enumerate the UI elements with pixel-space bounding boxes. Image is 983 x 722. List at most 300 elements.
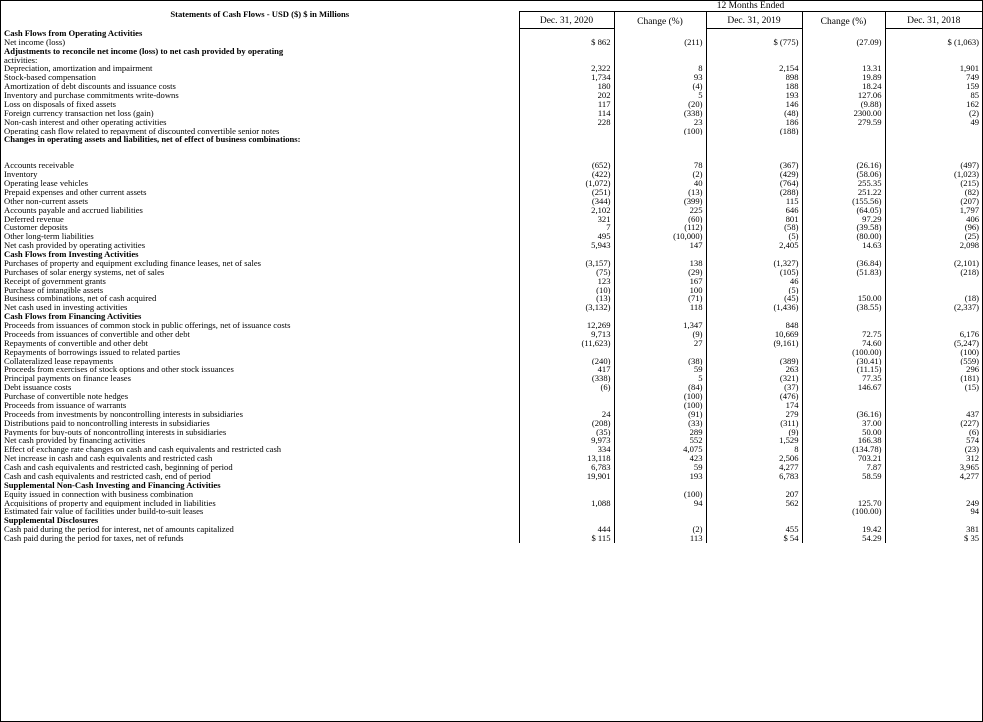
cell-change-2019: (27.09) xyxy=(802,38,885,47)
cell-dec-2018 xyxy=(885,29,982,38)
cell-change-2020: 100 xyxy=(614,286,706,295)
cell-dec-2019: 801 xyxy=(706,215,802,224)
cell-change-2019: 58.59 xyxy=(802,472,885,481)
cell-dec-2020 xyxy=(519,392,614,401)
cell-change-2020 xyxy=(614,135,706,144)
cell-change-2020: (338) xyxy=(614,109,706,118)
row-label: Cash paid during the period for interest, net of amounts capitalized xyxy=(4,525,234,535)
cell-change-2019: 150.00 xyxy=(802,294,885,303)
cell-dec-2019: (37) xyxy=(706,383,802,392)
cell-change-2019 xyxy=(802,401,885,410)
cell-dec-2020: 5,943 xyxy=(519,241,614,250)
column-header-change-2019: Change (%) xyxy=(802,12,885,29)
cell-change-2020: 118 xyxy=(614,303,706,312)
table-row xyxy=(1,383,982,392)
cell-dec-2018: 1,901 xyxy=(885,64,982,73)
cell-dec-2020: 123 xyxy=(519,277,614,286)
cell-dec-2018: (6) xyxy=(885,428,982,437)
row-label: Proceeds from issuances of common stock in public offerings, net of issuance costs xyxy=(4,321,291,330)
cell-dec-2020 xyxy=(519,127,614,136)
cell-dec-2018 xyxy=(885,321,982,330)
cell-dec-2019: (5) xyxy=(706,232,802,241)
cell-dec-2019: (5) xyxy=(706,286,802,295)
cell-change-2019: 18.24 xyxy=(802,82,885,91)
cell-change-2020: 59 xyxy=(614,365,706,374)
cell-dec-2018: (15) xyxy=(885,383,982,392)
cell-dec-2019 xyxy=(706,47,802,56)
cell-change-2020: 552 xyxy=(614,436,706,445)
table-row xyxy=(1,206,982,215)
cell-dec-2018: 381 xyxy=(885,525,982,534)
cell-change-2019: 37.00 xyxy=(802,419,885,428)
cell-dec-2018: 85 xyxy=(885,91,982,100)
cell-dec-2020: 13,118 xyxy=(519,454,614,463)
cell-dec-2018: 249 xyxy=(885,499,982,508)
cell-dec-2018: (1,023) xyxy=(885,170,982,179)
cell-dec-2019: 898 xyxy=(706,73,802,82)
cell-dec-2019: 46 xyxy=(706,277,802,286)
table-row xyxy=(1,64,982,73)
cell-dec-2019: (9,161) xyxy=(706,339,802,348)
cell-dec-2019: 2,154 xyxy=(706,64,802,73)
column-header-dec-2018: Dec. 31, 2018 xyxy=(885,12,982,29)
table-row xyxy=(1,436,982,445)
cell-change-2020 xyxy=(614,481,706,490)
table-row xyxy=(1,161,982,170)
cell-dec-2019: 207 xyxy=(706,490,802,499)
cell-change-2020: 1,347 xyxy=(614,321,706,330)
cell-change-2020: (71) xyxy=(614,294,706,303)
cell-dec-2019: 2,405 xyxy=(706,241,802,250)
cell-change-2019: 72.75 xyxy=(802,330,885,339)
cell-dec-2019: 10,669 xyxy=(706,330,802,339)
row-label: Inventory xyxy=(4,170,38,180)
cell-change-2019: 146.67 xyxy=(802,383,885,392)
cell-change-2020 xyxy=(614,47,706,56)
table-body xyxy=(1,29,982,543)
row-label: Estimated fair value of facilities under build-to-suit leases xyxy=(4,507,204,517)
table-row xyxy=(1,232,982,241)
table-row xyxy=(1,428,982,437)
row-label: Proceeds from investments by noncontrolling interests in subsidiaries xyxy=(4,409,243,419)
cell-change-2020: 8 xyxy=(614,64,706,73)
table-row xyxy=(1,259,982,268)
cell-change-2019: 19.89 xyxy=(802,73,885,82)
cell-dec-2018: (18) xyxy=(885,294,982,303)
cell-dec-2020: $ 862 xyxy=(519,38,614,47)
row-label: Business combinations, net of cash acquired xyxy=(4,294,157,304)
row-label: Equity issued in connection with business combination xyxy=(4,489,194,499)
cell-change-2020: 289 xyxy=(614,428,706,437)
cell-change-2020: 423 xyxy=(614,454,706,463)
cell-change-2020: (2) xyxy=(614,525,706,534)
cell-dec-2018: (23) xyxy=(885,445,982,454)
cell-dec-2020: (10) xyxy=(519,286,614,295)
row-label: Proceeds from issuance of warrants xyxy=(4,400,127,410)
table-row xyxy=(1,47,982,56)
cell-dec-2019: (188) xyxy=(706,127,802,136)
cell-change-2019: 19.42 xyxy=(802,525,885,534)
cell-dec-2020: 12,269 xyxy=(519,321,614,330)
row-label: Principal payments on finance leases xyxy=(4,374,131,384)
section-heading: Adjustments to reconcile net income (loss) to net cash provided by operating xyxy=(4,46,284,56)
table-row xyxy=(1,294,982,303)
row-label: Cash and cash equivalents and restricted cash, end of period xyxy=(4,471,211,481)
row-label: Operating lease vehicles xyxy=(4,179,88,188)
cell-dec-2020: 6,783 xyxy=(519,463,614,472)
cell-dec-2020: (3,132) xyxy=(519,303,614,312)
cell-change-2020: 78 xyxy=(614,161,706,170)
cell-dec-2019: 6,783 xyxy=(706,472,802,481)
cell-dec-2020: 180 xyxy=(519,82,614,91)
cell-dec-2019 xyxy=(706,250,802,259)
cell-dec-2018 xyxy=(885,47,982,56)
row-label: Non-cash interest and other operating activities xyxy=(4,117,167,127)
cell-dec-2019 xyxy=(706,481,802,490)
cell-change-2019: (30.41) xyxy=(802,357,885,366)
row-label: Repayments of convertible and other debt xyxy=(4,338,148,348)
cell-dec-2019: 146 xyxy=(706,100,802,109)
cell-change-2019: 77.35 xyxy=(802,374,885,383)
cell-change-2019 xyxy=(802,516,885,525)
cell-change-2020: (112) xyxy=(614,223,706,232)
cell-change-2019: 7.87 xyxy=(802,463,885,472)
cell-change-2019 xyxy=(802,392,885,401)
cell-dec-2019: 2,506 xyxy=(706,454,802,463)
table-row xyxy=(1,472,982,481)
cell-change-2019: (36.16) xyxy=(802,410,885,419)
cell-dec-2018: 312 xyxy=(885,454,982,463)
cell-dec-2018: 159 xyxy=(885,82,982,91)
cell-change-2020 xyxy=(614,250,706,259)
cell-dec-2019 xyxy=(706,29,802,38)
cell-dec-2018: (559) xyxy=(885,357,982,366)
cell-dec-2020: 1,088 xyxy=(519,499,614,508)
cell-dec-2020: 117 xyxy=(519,100,614,109)
cell-dec-2019: 263 xyxy=(706,365,802,374)
table-row xyxy=(1,507,982,516)
cell-dec-2020: 495 xyxy=(519,232,614,241)
table-row xyxy=(1,91,982,100)
cell-change-2019 xyxy=(802,312,885,321)
cell-change-2020: 225 xyxy=(614,206,706,215)
table-row xyxy=(1,330,982,339)
cell-dec-2018: 94 xyxy=(885,507,982,516)
cell-dec-2018: 574 xyxy=(885,436,982,445)
table-row xyxy=(1,321,982,330)
cell-change-2019: (11.15) xyxy=(802,365,885,374)
table-row xyxy=(1,100,982,109)
cell-dec-2019: (764) xyxy=(706,179,802,188)
table-row xyxy=(1,56,982,65)
row-label: Foreign currency transaction net loss (gain) xyxy=(4,108,154,118)
table-row xyxy=(1,127,982,136)
row-label: Purchases of property and equipment excluding finance leases, net of sales xyxy=(4,258,262,268)
cell-change-2019: (134.78) xyxy=(802,445,885,454)
cell-dec-2018: (2) xyxy=(885,109,982,118)
cell-dec-2018: (181) xyxy=(885,374,982,383)
cell-dec-2019: 279 xyxy=(706,410,802,419)
cell-change-2019 xyxy=(802,135,885,144)
section-heading: Changes in operating assets and liabilities, net of effect of business combinations: xyxy=(4,135,301,145)
cell-dec-2019: 186 xyxy=(706,118,802,127)
cell-dec-2020 xyxy=(519,135,614,144)
cell-change-2020: (91) xyxy=(614,410,706,419)
cell-change-2019 xyxy=(802,490,885,499)
cell-change-2020: (38) xyxy=(614,357,706,366)
cell-dec-2020: (11,623) xyxy=(519,339,614,348)
cell-dec-2019 xyxy=(706,135,802,144)
table-row xyxy=(1,516,982,525)
cell-dec-2019 xyxy=(706,144,802,161)
cell-change-2019 xyxy=(802,277,885,286)
row-label: Repayments of borrowings issued to related parties xyxy=(4,347,181,357)
row-label: Proceeds from exercises of stock options and other stock issuances xyxy=(4,365,234,375)
cell-change-2019: 255.35 xyxy=(802,179,885,188)
cell-change-2019: 127.06 xyxy=(802,91,885,100)
row-label: Purchase of convertible note hedges xyxy=(4,392,129,401)
cell-change-2020: 167 xyxy=(614,277,706,286)
cell-change-2020 xyxy=(614,144,706,161)
cell-dec-2020: (75) xyxy=(519,268,614,277)
row-label: Receipt of government grants xyxy=(4,276,106,286)
cell-change-2020: 113 xyxy=(614,534,706,543)
row-label: Effect of exchange rate changes on cash and cash equivalents and restricted cash xyxy=(4,445,282,455)
cell-change-2019 xyxy=(802,47,885,56)
cell-change-2020: 138 xyxy=(614,259,706,268)
cell-change-2020: (84) xyxy=(614,383,706,392)
table-row xyxy=(1,401,982,410)
cell-dec-2020: 9,973 xyxy=(519,436,614,445)
cell-change-2019: (26.16) xyxy=(802,161,885,170)
cell-dec-2020: (35) xyxy=(519,428,614,437)
table-row xyxy=(1,197,982,206)
row-label: Stock-based compensation xyxy=(4,73,96,83)
cell-dec-2018: $ 35 xyxy=(885,534,982,543)
cell-dec-2019: 1,529 xyxy=(706,436,802,445)
cell-dec-2019: (476) xyxy=(706,392,802,401)
cell-dec-2020 xyxy=(519,348,614,357)
row-label: Proceeds from issuances of convertible and other debt xyxy=(4,329,190,339)
row-label: Customer deposits xyxy=(4,223,68,233)
table-row xyxy=(1,410,982,419)
cell-change-2019 xyxy=(802,29,885,38)
cell-dec-2020: 2,322 xyxy=(519,64,614,73)
row-label: Cash paid during the period for taxes, net of refunds xyxy=(4,534,184,543)
cell-dec-2018: (497) xyxy=(885,161,982,170)
table-row xyxy=(1,223,982,232)
cell-change-2019: (64.05) xyxy=(802,206,885,215)
cell-dec-2020 xyxy=(519,47,614,56)
cell-dec-2020: 114 xyxy=(519,109,614,118)
cell-change-2020 xyxy=(614,29,706,38)
cell-dec-2018: $ (1,063) xyxy=(885,38,982,47)
cell-change-2019: (80.00) xyxy=(802,232,885,241)
cell-change-2020 xyxy=(614,348,706,357)
cell-change-2020: 40 xyxy=(614,179,706,188)
cell-dec-2020 xyxy=(519,250,614,259)
cell-dec-2019: (48) xyxy=(706,109,802,118)
table-row xyxy=(1,463,982,472)
cell-dec-2018 xyxy=(885,312,982,321)
cell-dec-2020: (422) xyxy=(519,170,614,179)
cell-dec-2019: (389) xyxy=(706,357,802,366)
row-label: Purchases of solar energy systems, net of sales xyxy=(4,267,165,277)
cell-change-2019 xyxy=(802,127,885,136)
cell-dec-2020: 1,734 xyxy=(519,73,614,82)
cell-dec-2019: $ 54 xyxy=(706,534,802,543)
cell-change-2020: (29) xyxy=(614,268,706,277)
cell-change-2020 xyxy=(614,507,706,516)
cell-dec-2018: 162 xyxy=(885,100,982,109)
cell-dec-2019: (321) xyxy=(706,374,802,383)
cell-dec-2019: (105) xyxy=(706,268,802,277)
section-heading: Supplemental Non-Cash Investing and Financing Activities xyxy=(4,480,221,490)
cell-dec-2018 xyxy=(885,56,982,65)
cell-dec-2019: 193 xyxy=(706,91,802,100)
cell-change-2020: (4) xyxy=(614,82,706,91)
cell-change-2020: (100) xyxy=(614,392,706,401)
cell-dec-2020: 9,713 xyxy=(519,330,614,339)
cell-change-2019: 54.29 xyxy=(802,534,885,543)
table-row xyxy=(1,215,982,224)
cell-dec-2020: 334 xyxy=(519,445,614,454)
cell-change-2020: (211) xyxy=(614,38,706,47)
cell-dec-2019: 646 xyxy=(706,206,802,215)
table-row xyxy=(1,38,982,47)
row-label: Depreciation, amortization and impairment xyxy=(4,64,153,74)
cell-dec-2020: (1,072) xyxy=(519,179,614,188)
cell-change-2019: 703.21 xyxy=(802,454,885,463)
table-row xyxy=(1,188,982,197)
cell-dec-2018: (82) xyxy=(885,188,982,197)
cell-dec-2018: (2,337) xyxy=(885,303,982,312)
cell-dec-2020: 202 xyxy=(519,91,614,100)
row-label xyxy=(1,144,519,161)
cell-change-2019: 97.29 xyxy=(802,215,885,224)
cell-change-2019: (100.00) xyxy=(802,348,885,357)
cell-dec-2018 xyxy=(885,286,982,295)
cell-change-2020: (60) xyxy=(614,215,706,224)
table-row xyxy=(1,29,982,38)
cell-change-2019: (51.83) xyxy=(802,268,885,277)
cell-dec-2020 xyxy=(519,507,614,516)
cell-dec-2020: 2,102 xyxy=(519,206,614,215)
cell-change-2019 xyxy=(802,481,885,490)
cell-dec-2019: (9) xyxy=(706,428,802,437)
row-label: Debt issuance costs xyxy=(4,383,72,393)
cell-dec-2019 xyxy=(706,507,802,516)
cell-dec-2020: (344) xyxy=(519,197,614,206)
column-header-dec-2020: Dec. 31, 2020 xyxy=(519,12,614,29)
cell-dec-2018: 49 xyxy=(885,118,982,127)
cell-dec-2018 xyxy=(885,127,982,136)
cell-dec-2020: 228 xyxy=(519,118,614,127)
table-row xyxy=(1,490,982,499)
cell-change-2019 xyxy=(802,56,885,65)
cell-dec-2020: 417 xyxy=(519,365,614,374)
cell-dec-2018: (218) xyxy=(885,268,982,277)
cell-change-2020: 193 xyxy=(614,472,706,481)
section-heading: Supplemental Disclosures xyxy=(4,516,99,526)
cell-dec-2018 xyxy=(885,392,982,401)
table-row xyxy=(1,339,982,348)
cell-dec-2018: (215) xyxy=(885,179,982,188)
table-row xyxy=(1,357,982,366)
cell-dec-2019: (367) xyxy=(706,161,802,170)
cell-dec-2018 xyxy=(885,144,982,161)
table-row xyxy=(1,250,982,259)
cell-dec-2019: 8 xyxy=(706,445,802,454)
cell-change-2019: 13.31 xyxy=(802,64,885,73)
cell-dec-2020: 321 xyxy=(519,215,614,224)
cell-change-2020: 27 xyxy=(614,339,706,348)
row-label: Inventory and purchase commitments write-downs xyxy=(4,91,179,100)
cell-dec-2020: 444 xyxy=(519,525,614,534)
cell-dec-2019 xyxy=(706,516,802,525)
cell-dec-2018 xyxy=(885,135,982,144)
cell-dec-2019: 455 xyxy=(706,525,802,534)
cell-dec-2019: 4,277 xyxy=(706,463,802,472)
cell-dec-2019 xyxy=(706,348,802,357)
cell-change-2019: 279.59 xyxy=(802,118,885,127)
cell-dec-2018: (227) xyxy=(885,419,982,428)
row-label: Net cash used in investing activities xyxy=(4,303,128,313)
cell-dec-2019: (45) xyxy=(706,294,802,303)
row-label: Operating cash flow related to repayment of discounted convertible senior notes xyxy=(4,126,280,136)
cell-dec-2020: 7 xyxy=(519,223,614,232)
cell-dec-2020 xyxy=(519,490,614,499)
table-row xyxy=(1,109,982,118)
column-header-change-2020: Change (%) xyxy=(614,12,706,29)
table-row xyxy=(1,118,982,127)
cell-change-2020: 23 xyxy=(614,118,706,127)
table-row xyxy=(1,312,982,321)
table-row xyxy=(1,303,982,312)
cell-change-2019: (38.55) xyxy=(802,303,885,312)
cell-change-2020: 93 xyxy=(614,73,706,82)
cell-dec-2019: (311) xyxy=(706,419,802,428)
table-row xyxy=(1,170,982,179)
cash-flow-table xyxy=(1,1,982,543)
cell-dec-2018: 437 xyxy=(885,410,982,419)
row-label: activities: xyxy=(4,55,38,65)
row-label: Net income (loss) xyxy=(4,37,66,47)
period-group-header: 12 Months Ended xyxy=(519,1,982,12)
cell-dec-2018: 406 xyxy=(885,215,982,224)
table-row xyxy=(1,374,982,383)
cell-dec-2020: (13) xyxy=(519,294,614,303)
table-row xyxy=(1,445,982,454)
cell-dec-2018 xyxy=(885,516,982,525)
statement-title: Statements of Cash Flows - USD ($) $ in Millions xyxy=(1,1,519,29)
cell-dec-2020: (240) xyxy=(519,357,614,366)
row-label: Amortization of debt discounts and issuance costs xyxy=(4,82,176,92)
cell-dec-2020 xyxy=(519,516,614,525)
cell-change-2019 xyxy=(802,144,885,161)
cell-dec-2018 xyxy=(885,250,982,259)
cell-dec-2018: (25) xyxy=(885,232,982,241)
cell-change-2020: 147 xyxy=(614,241,706,250)
cell-change-2020 xyxy=(614,56,706,65)
cell-change-2020: (10,000) xyxy=(614,232,706,241)
cell-dec-2020: (652) xyxy=(519,161,614,170)
cell-change-2019 xyxy=(802,321,885,330)
section-heading: Cash Flows from Financing Activities xyxy=(4,312,142,322)
row-label: Prepaid expenses and other current assets xyxy=(4,187,147,197)
cell-dec-2018: (100) xyxy=(885,348,982,357)
cell-change-2020: (2) xyxy=(614,170,706,179)
